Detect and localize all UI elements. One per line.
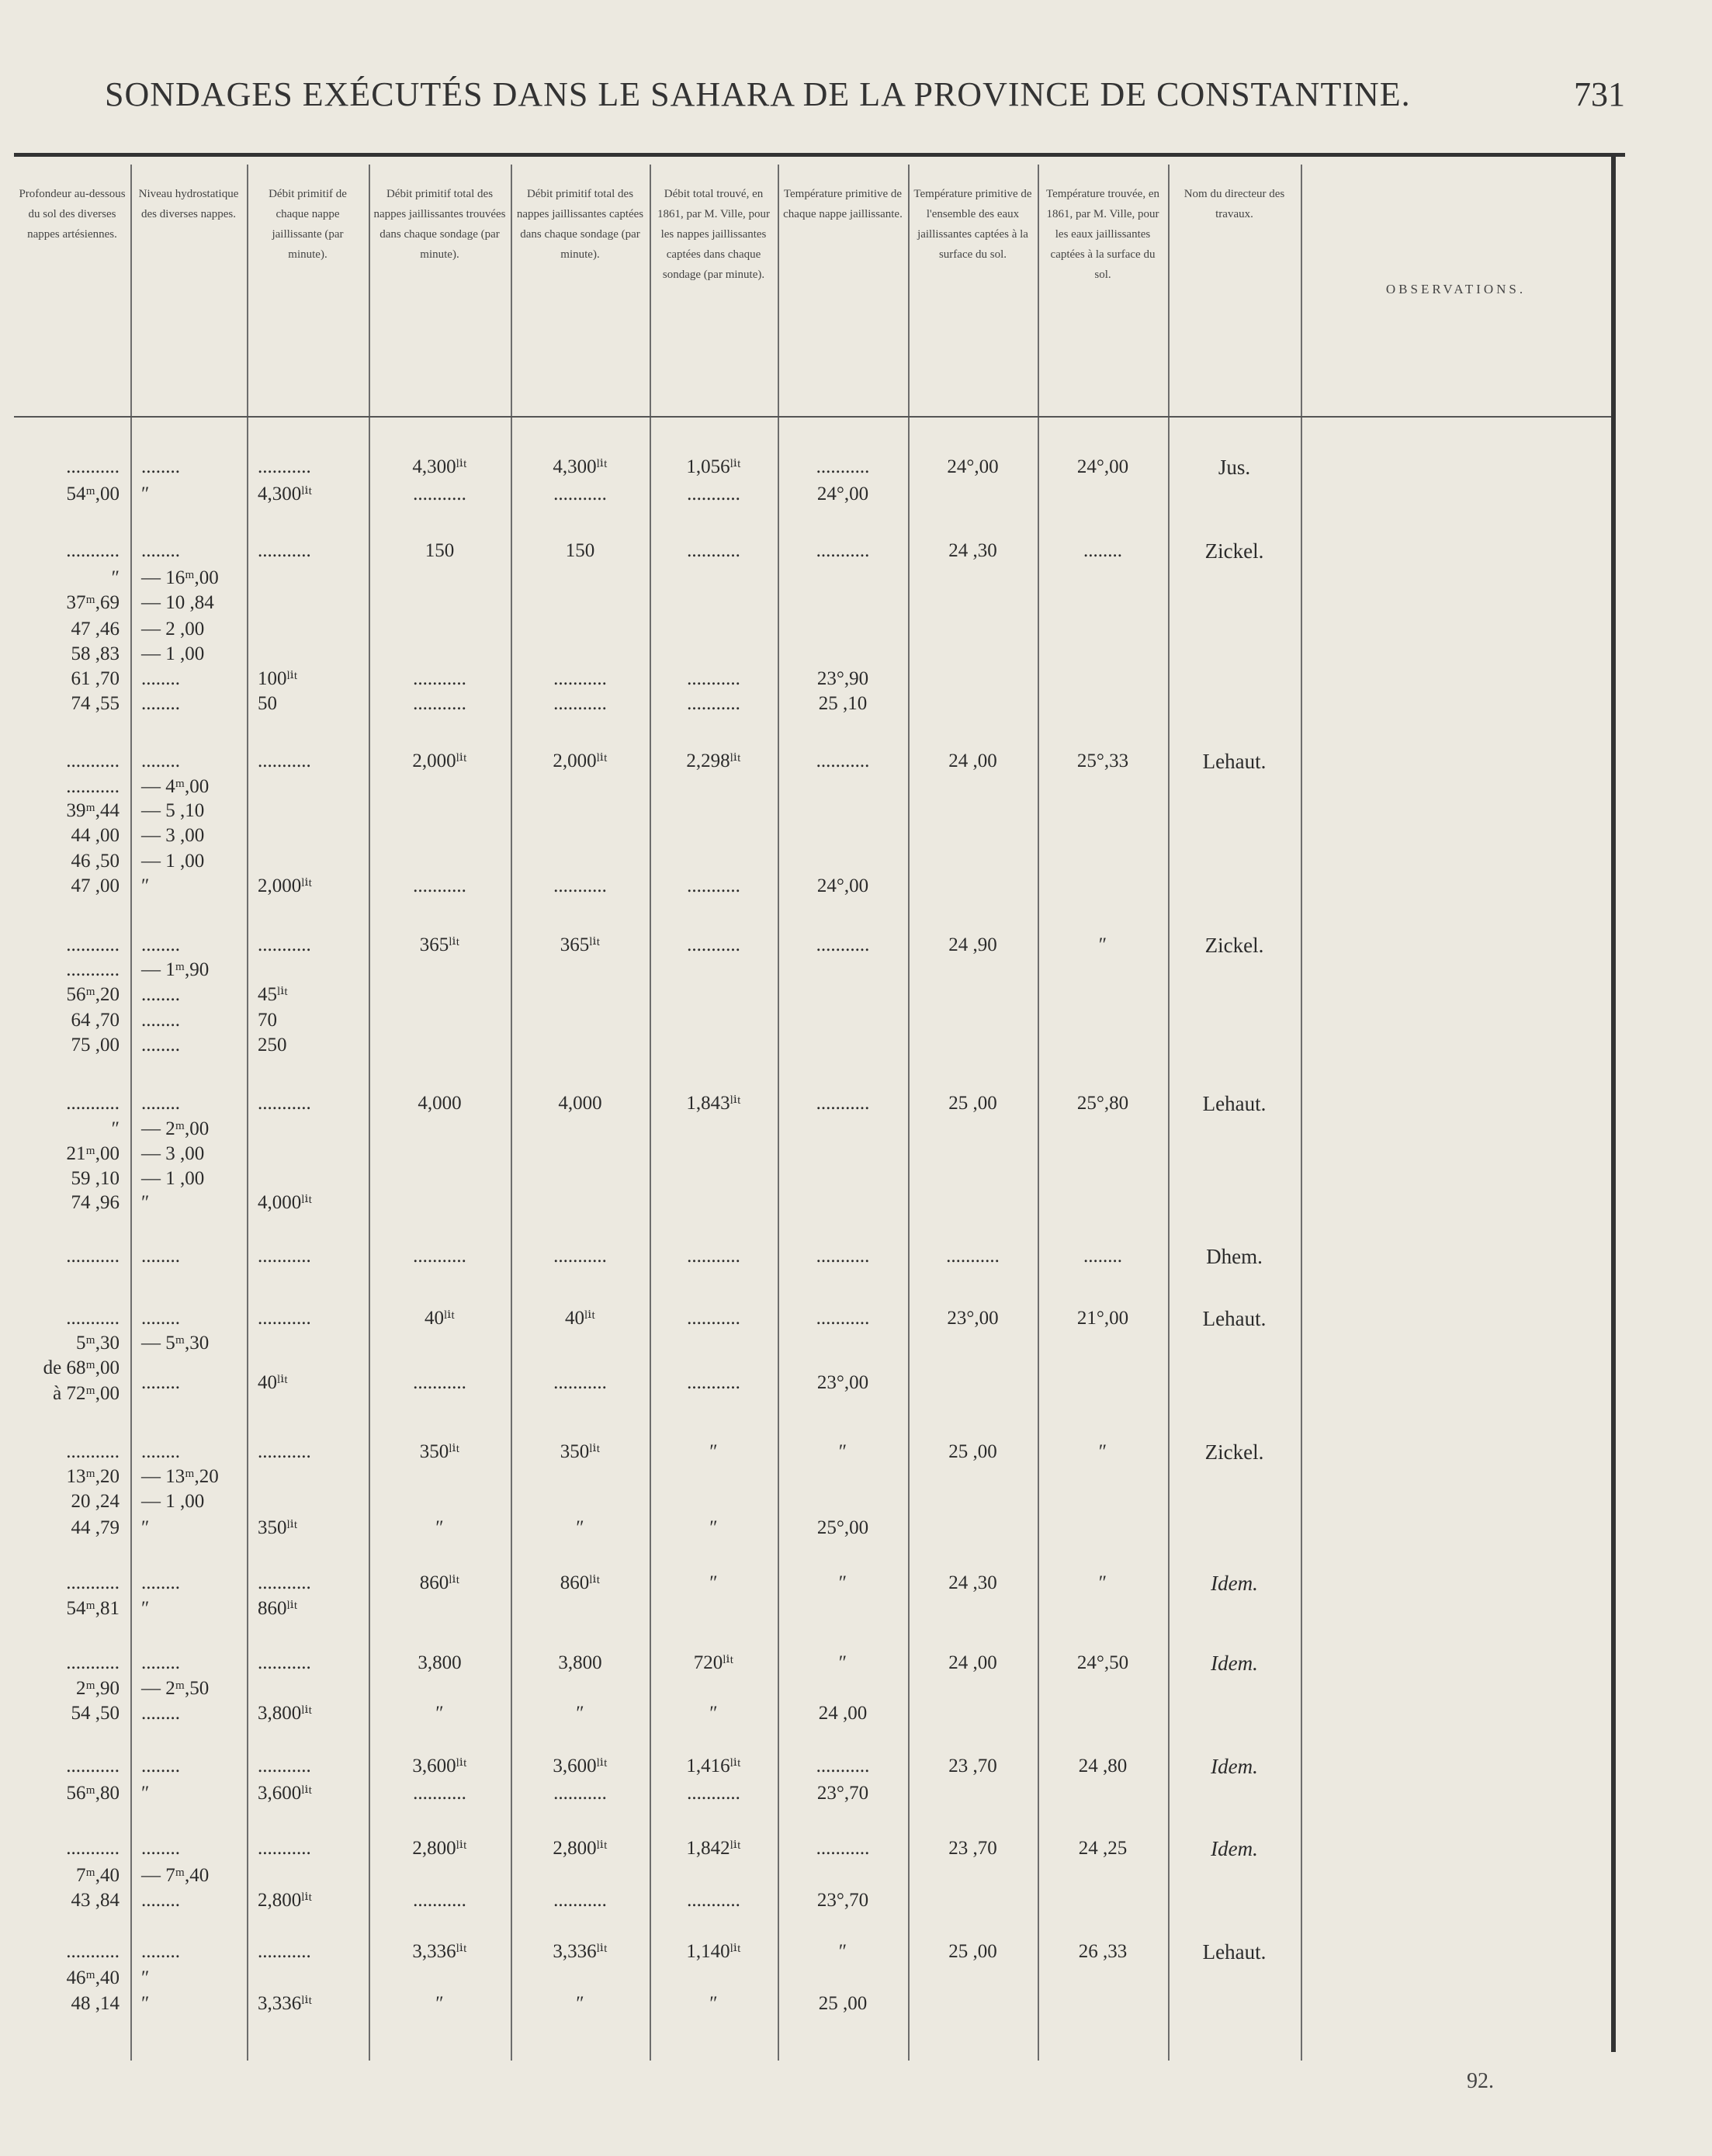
table-cell: 720ˡⁱᵗ bbox=[693, 1652, 734, 1673]
table-cell: — 4ᵐ,00 bbox=[141, 776, 210, 797]
table-cell: ........ bbox=[141, 1035, 180, 1055]
table-cell: ........... bbox=[816, 1838, 870, 1859]
table-cell: ........... bbox=[816, 1246, 870, 1267]
table-cell: à 72ᵐ,00 bbox=[53, 1383, 120, 1404]
director-name-cell: Idem. bbox=[1211, 1572, 1258, 1595]
director-name-cell: Idem. bbox=[1211, 1837, 1258, 1860]
table-cell: ″ bbox=[141, 1967, 150, 1988]
table-cell: 45ˡⁱᵗ bbox=[258, 984, 288, 1005]
table-cell: 47 ,00 bbox=[71, 875, 120, 896]
table-cell: ........ bbox=[141, 1441, 180, 1462]
table-cell: ″ bbox=[838, 1572, 847, 1593]
table-cell: 44 ,00 bbox=[71, 825, 120, 846]
table-cell: ........ bbox=[141, 1308, 180, 1329]
table-cell: 24°,50 bbox=[1076, 1652, 1129, 1673]
table-cell: — 3 ,00 bbox=[141, 1143, 205, 1164]
table-cell: 150 bbox=[565, 540, 595, 561]
table-cell: 56ᵐ,80 bbox=[66, 1783, 120, 1804]
table-cell: ″ bbox=[576, 1993, 584, 2014]
table-cell: ........... bbox=[553, 1246, 607, 1267]
table-cell: ........... bbox=[687, 484, 740, 504]
table-cell: 860ˡⁱᵗ bbox=[258, 1598, 298, 1619]
table-cell: — 2ᵐ,00 bbox=[141, 1118, 210, 1139]
column-header: Profondeur au-dessous du sol des diverses nappes artésiennes. bbox=[19, 188, 126, 241]
table-cell: ........... bbox=[553, 668, 607, 689]
table-cell: ........... bbox=[66, 1572, 120, 1593]
table-cell: 350ˡⁱᵗ bbox=[419, 1441, 460, 1462]
table-cell: 25 ,00 bbox=[948, 1093, 997, 1114]
table-cell: 46 ,50 bbox=[71, 851, 120, 872]
table-cell: 20 ,24 bbox=[71, 1491, 120, 1512]
table-cell: ........... bbox=[66, 934, 120, 955]
table-cell: ″ bbox=[576, 1517, 584, 1538]
table-cell: ........... bbox=[687, 934, 740, 955]
table-cell: ........... bbox=[258, 1838, 311, 1859]
table-cell: ″ bbox=[838, 1441, 847, 1462]
table-cell: ........... bbox=[413, 1372, 466, 1393]
director-name-cell: Lehaut. bbox=[1202, 750, 1267, 773]
table-cell: 3,800 bbox=[418, 1652, 462, 1673]
column-rule bbox=[130, 165, 132, 2061]
table-cell: — 1 ,00 bbox=[141, 851, 205, 872]
director-name-cell: Idem. bbox=[1211, 1755, 1258, 1778]
table-cell: 3,800 bbox=[558, 1652, 602, 1673]
table-cell: 56ᵐ,20 bbox=[66, 984, 120, 1005]
table-cell: ........... bbox=[816, 750, 870, 771]
table-cell: ........... bbox=[553, 1372, 607, 1393]
table-cell: ........... bbox=[816, 1308, 870, 1329]
table-cell: 59 ,10 bbox=[71, 1168, 120, 1189]
director-name-cell: Zickel. bbox=[1204, 934, 1264, 957]
table-cell: — 1ᵐ,90 bbox=[141, 959, 210, 980]
table-cell: de 68ᵐ,00 bbox=[43, 1357, 120, 1378]
table-cell: ........... bbox=[66, 959, 120, 980]
table-cell: ........... bbox=[66, 1308, 120, 1329]
column-header: Température primitive de l'ensemble des eaux jaillissantes captées à la surface du sol. bbox=[913, 188, 1032, 261]
table-cell: ........... bbox=[66, 540, 120, 561]
table-cell: — 1 ,00 bbox=[141, 1168, 205, 1189]
table-cell: 58 ,83 bbox=[71, 643, 120, 664]
table-cell: 2,000ˡⁱᵗ bbox=[553, 750, 608, 771]
table-cell: ........... bbox=[413, 668, 466, 689]
column-header: Niveau hydrostatique des diverses nappes. bbox=[138, 188, 239, 220]
table-cell: — 1 ,00 bbox=[141, 1491, 205, 1512]
table-cell: 40ˡⁱᵗ bbox=[565, 1308, 595, 1329]
table-cell: 1,140ˡⁱᵗ bbox=[686, 1941, 741, 1962]
table-cell: ″ bbox=[709, 1572, 718, 1593]
table-cell: ........... bbox=[553, 1783, 607, 1804]
table-cell: ........... bbox=[258, 1308, 311, 1329]
table-cell: ........... bbox=[946, 1246, 1000, 1267]
table-cell: 23 ,70 bbox=[948, 1838, 997, 1859]
column-header: Débit total trouvé, en 1861, par M. Ville, pour les nappes jaillissantes captées dans chaque sondage (par minute). bbox=[657, 188, 771, 281]
table-cell: ″ bbox=[141, 1192, 150, 1213]
table-cell: 860ˡⁱᵗ bbox=[419, 1572, 460, 1593]
column-header: Température primitive de chaque nappe jaillissante. bbox=[783, 188, 903, 220]
table-cell: ........ bbox=[141, 1572, 180, 1593]
table-cell: 2,800ˡⁱᵗ bbox=[412, 1838, 467, 1859]
table-cell: 23°,70 bbox=[816, 1783, 869, 1804]
column-header: Débit primitif total des nappes jaillissantes captées dans chaque sondage (par minute). bbox=[516, 188, 644, 261]
table-cell: 74 ,96 bbox=[71, 1192, 120, 1213]
table-cell: ........... bbox=[687, 540, 740, 561]
table-cell: 365ˡⁱᵗ bbox=[419, 934, 460, 955]
director-name-cell: Lehaut. bbox=[1202, 1307, 1267, 1330]
table-cell: 1,842ˡⁱᵗ bbox=[686, 1838, 741, 1859]
table-cell: 24 ,00 bbox=[818, 1703, 868, 1724]
table-cell: ″ bbox=[111, 1118, 120, 1139]
table-cell: ........... bbox=[66, 776, 120, 797]
table-cell: — 13ᵐ,20 bbox=[141, 1466, 219, 1487]
director-name-cell: Idem. bbox=[1211, 1652, 1258, 1675]
table-cell: 24°,00 bbox=[1076, 456, 1129, 477]
table-cell: 54 ,50 bbox=[71, 1703, 120, 1724]
table-cell: ........... bbox=[687, 693, 740, 714]
column-header: Débit primitif total des nappes jaillissantes trouvées dans chaque sondage (par minute). bbox=[373, 188, 506, 261]
table-cell: ........ bbox=[141, 693, 180, 714]
table-cell: ″ bbox=[435, 1993, 444, 2014]
table-cell: 24 ,30 bbox=[948, 540, 997, 561]
table-cell: 23 ,70 bbox=[948, 1756, 997, 1776]
table-cell: ........... bbox=[816, 540, 870, 561]
table-cell: ........... bbox=[66, 1838, 120, 1859]
table-cell: ........... bbox=[258, 1941, 311, 1962]
column-header: OBSERVATIONS. bbox=[1385, 282, 1527, 296]
table-cell: 24°,00 bbox=[816, 484, 869, 504]
table-cell: 1,056ˡⁱᵗ bbox=[686, 456, 741, 477]
table-cell: ........ bbox=[141, 750, 180, 771]
table-cell: ″ bbox=[709, 1703, 718, 1724]
table-cell: 25°,80 bbox=[1076, 1093, 1129, 1114]
table-cell: ″ bbox=[435, 1703, 444, 1724]
table-cell: 2,800ˡⁱᵗ bbox=[258, 1890, 313, 1911]
table-cell: 100ˡⁱᵗ bbox=[258, 668, 298, 689]
table-cell: 4,300ˡⁱᵗ bbox=[553, 456, 608, 477]
director-name-cell: Jus. bbox=[1218, 456, 1251, 479]
table-cell: ........ bbox=[141, 1372, 180, 1393]
table-cell: ........... bbox=[816, 1093, 870, 1114]
table-cell: ″ bbox=[435, 1517, 444, 1538]
table-cell: ″ bbox=[141, 1598, 150, 1619]
column-header: Nom du directeur des travaux. bbox=[1183, 188, 1285, 220]
table-cell: 24 ,00 bbox=[948, 1652, 997, 1673]
table-cell: 48 ,14 bbox=[71, 1993, 120, 2014]
table-cell: ........... bbox=[413, 484, 466, 504]
table-cell: ........ bbox=[1083, 1246, 1122, 1267]
table-cell: ″ bbox=[709, 1517, 718, 1538]
table-cell: ........... bbox=[258, 1572, 311, 1593]
table-cell: — 7ᵐ,40 bbox=[141, 1865, 210, 1886]
table-cell: ........ bbox=[141, 1756, 180, 1776]
table-cell: ........... bbox=[553, 484, 607, 504]
table-cell: 4,000ˡⁱᵗ bbox=[258, 1192, 313, 1213]
table-cell: 46ᵐ,40 bbox=[66, 1967, 120, 1988]
table-cell: ........... bbox=[258, 934, 311, 955]
table-cell: ........ bbox=[141, 1890, 180, 1911]
table-cell: 40ˡⁱᵗ bbox=[258, 1372, 288, 1393]
table-cell: 23°,90 bbox=[816, 668, 869, 689]
table-cell: 24 ,90 bbox=[948, 934, 997, 955]
table-cell: ........... bbox=[687, 1783, 740, 1804]
table-cell: 54ᵐ,00 bbox=[66, 484, 120, 504]
table-cell: — 16ᵐ,00 bbox=[141, 567, 219, 588]
table-cell: 25°,33 bbox=[1076, 750, 1129, 771]
table-cell: ........... bbox=[687, 668, 740, 689]
table-cell: ........... bbox=[258, 1246, 311, 1267]
director-name-cell: Zickel. bbox=[1204, 539, 1264, 563]
table-cell: 2,000ˡⁱᵗ bbox=[258, 875, 313, 896]
table-cell: ........... bbox=[66, 1756, 120, 1776]
table-cell: ........... bbox=[553, 693, 607, 714]
table-cell: 365ˡⁱᵗ bbox=[560, 934, 601, 955]
table-cell: 13ᵐ,20 bbox=[66, 1466, 120, 1487]
table-cell: 350ˡⁱᵗ bbox=[560, 1441, 601, 1462]
table-cell: ........ bbox=[141, 1941, 180, 1962]
table-cell: 24°,00 bbox=[816, 875, 869, 896]
table-cell: 250 bbox=[258, 1035, 287, 1055]
table-cell: ........... bbox=[413, 1783, 466, 1804]
table-cell: — 5ᵐ,30 bbox=[141, 1333, 210, 1354]
table-cell: 21°,00 bbox=[1076, 1308, 1129, 1329]
table-cell: — 2 ,00 bbox=[141, 619, 205, 640]
table-cell: 5ᵐ,30 bbox=[76, 1333, 120, 1354]
table-cell: 25 ,10 bbox=[818, 693, 868, 714]
table-cell: 4,300ˡⁱᵗ bbox=[258, 484, 313, 504]
table-cell: ″ bbox=[838, 1941, 847, 1962]
data-table bbox=[14, 153, 1625, 2052]
table-cell: ″ bbox=[709, 1993, 718, 2014]
director-name-cell: Dhem. bbox=[1206, 1245, 1263, 1268]
table-cell: ........... bbox=[687, 875, 740, 896]
table-cell: ........... bbox=[413, 1246, 466, 1267]
column-header: Température trouvée, en 1861, par M. Ville, pour les eaux jaillissantes captées à la surface du sol. bbox=[1046, 188, 1159, 281]
table-cell: 24 ,00 bbox=[948, 750, 997, 771]
page-number: 731 bbox=[1574, 75, 1625, 113]
table-cell: 24 ,80 bbox=[1078, 1756, 1128, 1776]
table-cell: 3,336ˡⁱᵗ bbox=[412, 1941, 467, 1962]
director-name-cell: Lehaut. bbox=[1202, 1940, 1267, 1964]
table-cell: ........... bbox=[258, 456, 311, 477]
table-cell: 2,298ˡⁱᵗ bbox=[686, 750, 741, 771]
table-cell: ........... bbox=[816, 456, 870, 477]
table-cell: ″ bbox=[838, 1652, 847, 1673]
table-cell: ........... bbox=[66, 1441, 120, 1462]
table-cell: ........... bbox=[66, 456, 120, 477]
table-cell: ″ bbox=[141, 875, 150, 896]
table-right-rule bbox=[1611, 153, 1616, 2052]
table-cell: ........ bbox=[141, 1010, 180, 1031]
table-cell: ″ bbox=[111, 567, 120, 588]
table-cell: 3,336ˡⁱᵗ bbox=[258, 1993, 313, 2014]
column-header: Débit primitif de chaque nappe jaillissante (par minute). bbox=[269, 188, 347, 261]
column-rule bbox=[247, 165, 248, 2061]
table-cell: 37ᵐ,69 bbox=[66, 592, 120, 613]
table-cell: 25°,00 bbox=[816, 1517, 869, 1538]
table-cell: ........... bbox=[687, 1890, 740, 1911]
table-cell: — 1 ,00 bbox=[141, 643, 205, 664]
table-cell: 50 bbox=[258, 693, 277, 714]
table-cell: ........... bbox=[66, 1652, 120, 1673]
table-cell: 1,416ˡⁱᵗ bbox=[686, 1756, 741, 1776]
table-cell: 3,600ˡⁱᵗ bbox=[258, 1783, 313, 1804]
table-cell: ........... bbox=[687, 1246, 740, 1267]
table-cell: ″ bbox=[1098, 934, 1107, 955]
table-cell: 350ˡⁱᵗ bbox=[258, 1517, 298, 1538]
table-cell: ........... bbox=[687, 1372, 740, 1393]
table-cell: 4,000 bbox=[558, 1093, 602, 1114]
table-cell: 150 bbox=[425, 540, 455, 561]
table-cell: 64 ,70 bbox=[71, 1010, 120, 1031]
table-cell: ″ bbox=[709, 1441, 718, 1462]
table-cell: 26 ,33 bbox=[1078, 1941, 1128, 1962]
table-cell: 24°,00 bbox=[947, 456, 999, 477]
table-cell: ........... bbox=[816, 934, 870, 955]
table-cell: ........... bbox=[258, 1652, 311, 1673]
table-cell: 2,800ˡⁱᵗ bbox=[553, 1838, 608, 1859]
table-cell: ........ bbox=[141, 1246, 180, 1267]
table-cell: ........... bbox=[413, 1890, 466, 1911]
table-cell: 3,600ˡⁱᵗ bbox=[553, 1756, 608, 1776]
table-cell: ........ bbox=[141, 668, 180, 689]
table-cell: ........... bbox=[258, 540, 311, 561]
table-cell: ........... bbox=[66, 1246, 120, 1267]
director-name-cell: Zickel. bbox=[1204, 1440, 1264, 1464]
table-cell: 74 ,55 bbox=[71, 693, 120, 714]
table-cell: 25 ,00 bbox=[948, 1441, 997, 1462]
table-cell: ″ bbox=[141, 484, 150, 504]
table-cell: 3,800ˡⁱᵗ bbox=[258, 1703, 313, 1724]
table-cell: ″ bbox=[576, 1703, 584, 1724]
table-cell: 23°,00 bbox=[947, 1308, 999, 1329]
table-cell: ........ bbox=[141, 934, 180, 955]
table-cell: 23°,00 bbox=[816, 1372, 869, 1393]
table-cell: 25 ,00 bbox=[948, 1941, 997, 1962]
table-cell: 25 ,00 bbox=[818, 1993, 868, 2014]
table-cell: — 5 ,10 bbox=[141, 800, 205, 821]
table-cell: 21ᵐ,00 bbox=[66, 1143, 120, 1164]
table-cell: ″ bbox=[141, 1517, 150, 1538]
header-rule bbox=[14, 416, 1611, 418]
table-cell: 2ᵐ,90 bbox=[76, 1678, 120, 1699]
table-cell: ........... bbox=[258, 1441, 311, 1462]
table-cell: 24 ,30 bbox=[948, 1572, 997, 1593]
table-cell: — 2ᵐ,50 bbox=[141, 1678, 210, 1699]
table-cell: ........ bbox=[141, 1652, 180, 1673]
table-cell: ........ bbox=[141, 456, 180, 477]
table-cell: 47 ,46 bbox=[71, 619, 120, 640]
table-cell: 24 ,25 bbox=[1078, 1838, 1128, 1859]
table-cell: 40ˡⁱᵗ bbox=[425, 1308, 455, 1329]
table-cell: ........... bbox=[413, 875, 466, 896]
table-cell: ........... bbox=[258, 1093, 311, 1114]
table-cell: 7ᵐ,40 bbox=[76, 1865, 120, 1886]
table-cell: 43 ,84 bbox=[71, 1890, 120, 1911]
table-cell: — 3 ,00 bbox=[141, 825, 205, 846]
column-rule bbox=[1301, 165, 1302, 2061]
table-cell: ........ bbox=[141, 984, 180, 1005]
table-cell: 1,843ˡⁱᵗ bbox=[686, 1093, 741, 1114]
table-cell: 4,000 bbox=[418, 1093, 462, 1114]
table-cell: ″ bbox=[1098, 1441, 1107, 1462]
table-cell: ........ bbox=[141, 1838, 180, 1859]
table-cell: ........... bbox=[553, 1890, 607, 1911]
table-cell: ........ bbox=[1083, 540, 1122, 561]
table-cell: ........... bbox=[66, 1093, 120, 1114]
director-name-cell: Lehaut. bbox=[1202, 1092, 1267, 1115]
table-cell: ........... bbox=[553, 875, 607, 896]
table-cell: 70 bbox=[258, 1010, 277, 1031]
table-cell: ........ bbox=[141, 1093, 180, 1114]
table-cell: 75 ,00 bbox=[71, 1035, 120, 1055]
table-cell: ″ bbox=[141, 1783, 150, 1804]
table-cell: ........... bbox=[258, 1756, 311, 1776]
table-cell: 23°,70 bbox=[816, 1890, 869, 1911]
table-cell: 3,600ˡⁱᵗ bbox=[412, 1756, 467, 1776]
table-cell: ........... bbox=[413, 693, 466, 714]
table-cell: ........... bbox=[66, 750, 120, 771]
signature-mark: 92. bbox=[1467, 2069, 1494, 2093]
table-cell: 2,000ˡⁱᵗ bbox=[412, 750, 467, 771]
page-header bbox=[0, 75, 1712, 137]
table-cell: 4,300ˡⁱᵗ bbox=[412, 456, 467, 477]
table-cell: 860ˡⁱᵗ bbox=[560, 1572, 601, 1593]
table-cell: ″ bbox=[141, 1993, 150, 2014]
table-cell: ........ bbox=[141, 1703, 180, 1724]
table-cell: ........... bbox=[687, 1308, 740, 1329]
table-cell: 44 ,79 bbox=[71, 1517, 120, 1538]
table-cell: ........... bbox=[258, 750, 311, 771]
table-cell: ........ bbox=[141, 540, 180, 561]
page-title: SONDAGES EXÉCUTÉS DANS LE SAHARA DE LA PROVINCE DE CONSTANTINE. bbox=[105, 75, 1411, 113]
table-cell: ........... bbox=[816, 1756, 870, 1776]
table-cell: 39ᵐ,44 bbox=[66, 800, 120, 821]
table-cell: 54ᵐ,81 bbox=[66, 1598, 120, 1619]
table-cell: ........... bbox=[66, 1941, 120, 1962]
table-cell: 3,336ˡⁱᵗ bbox=[553, 1941, 608, 1962]
table-cell: — 10 ,84 bbox=[141, 592, 214, 613]
table-cell: ″ bbox=[1098, 1572, 1107, 1593]
table-cell: 61 ,70 bbox=[71, 668, 120, 689]
